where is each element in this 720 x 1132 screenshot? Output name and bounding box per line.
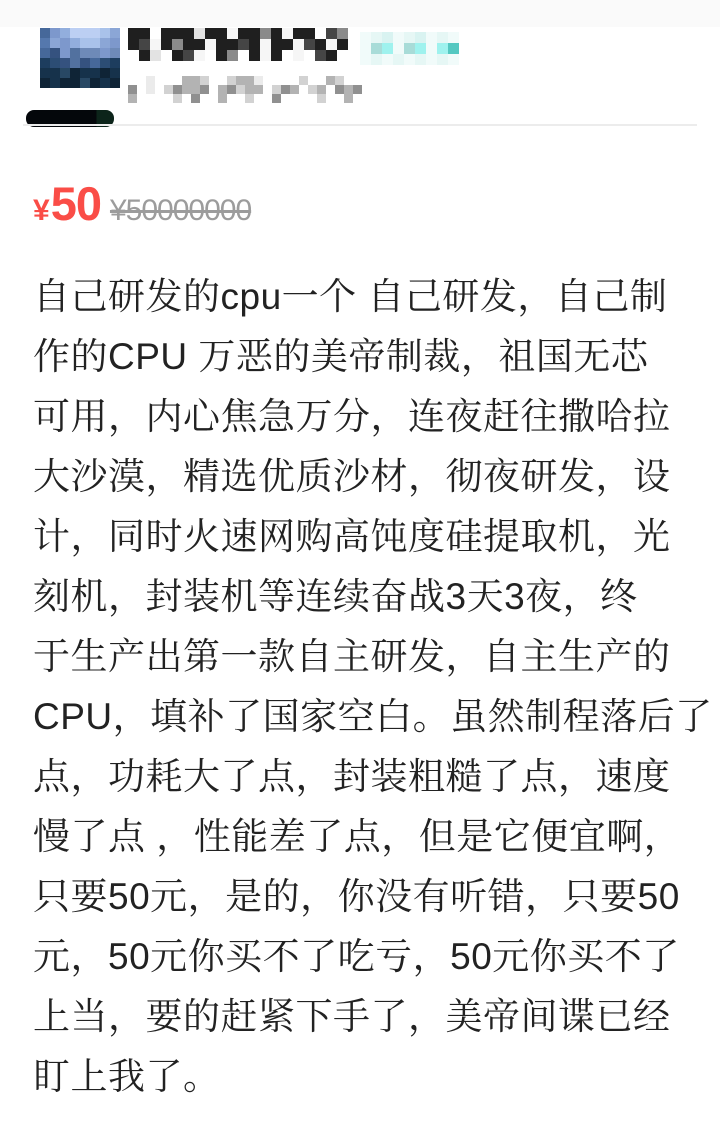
censor-pixel — [128, 39, 139, 50]
censor-pixel — [227, 85, 236, 94]
description-line: 自己研发的cpu一个 自己研发，自己制 — [33, 276, 668, 317]
censor-pixel — [353, 94, 362, 103]
censor-pixel — [182, 85, 191, 94]
censor-pixel — [337, 39, 348, 50]
censor-pixel — [110, 28, 120, 38]
censor-pixel — [282, 28, 293, 39]
censor-pixel — [205, 28, 216, 39]
censor-pixel — [110, 38, 120, 48]
censor-pixel — [155, 76, 164, 85]
censor-pixel — [100, 68, 110, 78]
censor-pixel — [382, 54, 393, 65]
censor-pixel — [326, 85, 335, 94]
censor-pixel — [404, 32, 415, 43]
censor-pixel — [315, 50, 326, 61]
censor-pixel — [344, 76, 353, 85]
censor-pixel — [227, 39, 238, 50]
censor-pixel — [337, 50, 348, 61]
censor-pixel — [183, 50, 194, 61]
status-bar-area — [0, 0, 720, 27]
censor-pixel — [218, 94, 227, 103]
censor-pixel — [254, 94, 263, 103]
censor-pixel — [272, 94, 281, 103]
censor-pixel — [293, 50, 304, 61]
censor-pixel — [164, 94, 173, 103]
censor-pixel — [216, 28, 227, 39]
seller-username-censored — [128, 28, 348, 61]
censor-pixel — [290, 76, 299, 85]
censor-pixel — [200, 85, 209, 94]
censor-pixel — [337, 28, 348, 39]
censor-pixel — [50, 28, 60, 38]
censor-pixel — [200, 94, 209, 103]
description-line: 只要50元，是的，你没有听错，只要50 — [33, 876, 680, 917]
censor-pixel — [90, 38, 100, 48]
censor-pixel — [137, 85, 146, 94]
censor-pixel — [353, 85, 362, 94]
censor-pixel — [60, 28, 70, 38]
description-line: 于生产出第一款自主研发，自主生产的 — [33, 636, 671, 677]
censor-pixel — [182, 76, 191, 85]
censor-pixel — [161, 50, 172, 61]
censor-pixel — [245, 76, 254, 85]
censor-pixel — [110, 68, 120, 78]
censor-pixel — [371, 43, 382, 54]
censor-pixel — [161, 39, 172, 50]
censor-pixel — [216, 39, 227, 50]
censor-pixel — [272, 85, 281, 94]
price-row — [33, 177, 252, 230]
censor-pixel — [70, 68, 80, 78]
censor-pixel — [335, 85, 344, 94]
censor-pixel — [70, 48, 80, 58]
censor-pixel — [415, 54, 426, 65]
censor-pixel — [281, 76, 290, 85]
censor-pixel — [236, 94, 245, 103]
censor-pixel — [128, 28, 139, 39]
censor-pixel — [150, 39, 161, 50]
seller-header[interactable] — [0, 24, 720, 106]
censor-pixel — [315, 39, 326, 50]
censor-pixel — [173, 76, 182, 85]
censor-pixel — [260, 28, 271, 39]
censor-pixel — [360, 54, 371, 65]
censor-pixel — [317, 94, 326, 103]
censor-pixel — [437, 32, 448, 43]
censor-pixel — [191, 94, 200, 103]
censor-pixel — [404, 54, 415, 65]
censor-pixel — [100, 78, 110, 88]
censor-pixel — [209, 85, 218, 94]
censor-pixel — [308, 94, 317, 103]
censor-pixel — [271, 39, 282, 50]
censor-pixel — [227, 76, 236, 85]
seller-avatar[interactable] — [40, 28, 120, 88]
description-line: 元，50元你买不了吃亏，50元你买不了 — [33, 936, 680, 977]
censor-pixel — [191, 76, 200, 85]
censor-pixel — [205, 39, 216, 50]
censor-pixel — [236, 76, 245, 85]
censor-pixel — [308, 85, 317, 94]
censor-pixel — [191, 85, 200, 94]
censor-pixel — [326, 39, 337, 50]
censor-pixel — [299, 85, 308, 94]
censor-pixel — [146, 85, 155, 94]
censor-pixel — [393, 32, 404, 43]
censor-pixel — [60, 78, 70, 88]
censor-pixel — [448, 54, 459, 65]
censor-pixel — [245, 85, 254, 94]
censor-pixel — [70, 58, 80, 68]
censor-pixel — [304, 50, 315, 61]
censor-pixel — [50, 38, 60, 48]
censor-pixel — [299, 94, 308, 103]
censor-pixel — [371, 32, 382, 43]
censor-pixel — [315, 28, 326, 39]
censor-pixel — [393, 54, 404, 65]
section-divider — [23, 124, 697, 126]
censor-pixel — [437, 43, 448, 54]
censor-pixel — [139, 50, 150, 61]
original-price-strikethrough: ¥50000000 — [109, 194, 252, 227]
censor-pixel — [344, 94, 353, 103]
censor-pixel — [238, 50, 249, 61]
censor-pixel — [205, 50, 216, 61]
censor-pixel — [90, 28, 100, 38]
censor-pixel — [128, 94, 137, 103]
seller-credit-badge-censored — [360, 32, 459, 65]
censor-pixel — [137, 76, 146, 85]
censor-pixel — [249, 28, 260, 39]
censor-pixel — [335, 94, 344, 103]
censor-pixel — [60, 58, 70, 68]
censor-pixel — [139, 39, 150, 50]
censor-pixel — [110, 48, 120, 58]
censor-pixel — [128, 76, 137, 85]
description-line: 刻机，封装机等连续奋战3天3夜，终 — [33, 576, 638, 617]
censor-pixel — [299, 76, 308, 85]
description-line: 可用，内心焦急万分，连夜赶往撒哈拉 — [33, 396, 671, 437]
censor-pixel — [128, 85, 137, 94]
censor-pixel — [227, 28, 238, 39]
censor-pixel — [426, 32, 437, 43]
censor-pixel — [360, 32, 371, 43]
censor-pixel — [293, 28, 304, 39]
censor-pixel — [100, 58, 110, 68]
censor-pixel — [90, 58, 100, 68]
censor-pixel — [100, 48, 110, 58]
censor-pixel — [263, 76, 272, 85]
censor-pixel — [245, 94, 254, 103]
censor-pixel — [290, 94, 299, 103]
censor-pixel — [218, 76, 227, 85]
censor-pixel — [249, 39, 260, 50]
censor-pixel — [150, 50, 161, 61]
item-description — [33, 267, 713, 1107]
censor-pixel — [40, 48, 50, 58]
description-line: 上当，要的赶紧下手了，美帝间谍已经 — [33, 996, 671, 1037]
censor-pixel — [50, 78, 60, 88]
censor-pixel — [155, 85, 164, 94]
censor-pixel — [164, 76, 173, 85]
censor-pixel — [60, 48, 70, 58]
description-line: CPU，填补了国家空白。虽然制程落后了 — [33, 696, 713, 737]
censor-pixel — [290, 85, 299, 94]
censor-pixel — [139, 28, 150, 39]
censor-pixel — [50, 68, 60, 78]
censor-pixel — [80, 38, 90, 48]
censor-pixel — [263, 85, 272, 94]
censor-pixel — [80, 58, 90, 68]
censor-pixel — [281, 94, 290, 103]
censor-pixel — [317, 85, 326, 94]
censor-pixel — [254, 76, 263, 85]
censor-pixel — [335, 76, 344, 85]
censor-pixel — [40, 68, 50, 78]
censor-pixel — [254, 85, 263, 94]
censor-pixel — [70, 78, 80, 88]
censor-pixel — [60, 68, 70, 78]
censor-pixel — [308, 76, 317, 85]
censor-pixel — [218, 85, 227, 94]
censor-pixel — [150, 28, 161, 39]
censor-pixel — [216, 50, 227, 61]
description-line: 作的CPU 万恶的美帝制裁，祖国无芯 — [33, 336, 649, 377]
censor-pixel — [227, 50, 238, 61]
censor-pixel — [194, 28, 205, 39]
censor-pixel — [80, 48, 90, 58]
censor-pixel — [161, 28, 172, 39]
censor-pixel — [50, 48, 60, 58]
description-line: 慢了点 ，性能差了点，但是它便宜啊， — [33, 816, 682, 857]
censor-pixel — [172, 50, 183, 61]
censor-pixel — [448, 32, 459, 43]
censor-pixel — [272, 76, 281, 85]
censor-pixel — [90, 48, 100, 58]
censor-pixel — [344, 85, 353, 94]
censor-pixel — [209, 76, 218, 85]
censor-pixel — [236, 85, 245, 94]
censor-pixel — [110, 58, 120, 68]
censor-pixel — [80, 28, 90, 38]
censor-pixel — [326, 94, 335, 103]
censor-pixel — [448, 43, 459, 54]
censor-pixel — [183, 39, 194, 50]
censor-pixel — [382, 43, 393, 54]
censor-pixel — [128, 50, 139, 61]
censor-pixel — [227, 94, 236, 103]
censor-pixel — [271, 28, 282, 39]
censor-pixel — [317, 76, 326, 85]
description-line: 大沙漠，精选优质沙材，彻夜研发，设 — [33, 456, 671, 497]
censor-pixel — [271, 50, 282, 61]
censor-pixel — [80, 68, 90, 78]
censor-pixel — [40, 78, 50, 88]
censor-pixel — [110, 78, 120, 88]
censor-pixel — [281, 85, 290, 94]
censor-pixel — [238, 39, 249, 50]
censor-pixel — [155, 94, 164, 103]
censor-pixel — [60, 38, 70, 48]
censor-pixel — [80, 78, 90, 88]
censor-pixel — [282, 50, 293, 61]
censor-pixel — [326, 50, 337, 61]
censor-pixel — [415, 43, 426, 54]
publish-info-censored — [128, 76, 362, 103]
censor-pixel — [293, 39, 304, 50]
current-price: 50 — [50, 177, 101, 230]
censor-pixel — [173, 85, 182, 94]
censor-pixel — [137, 94, 146, 103]
censor-pixel — [90, 68, 100, 78]
censor-pixel — [50, 58, 60, 68]
censor-pixel — [415, 32, 426, 43]
censor-pixel — [404, 43, 415, 54]
censor-pixel — [437, 54, 448, 65]
censor-pixel — [353, 76, 362, 85]
censor-pixel — [304, 28, 315, 39]
censor-pixel — [200, 76, 209, 85]
censor-pixel — [194, 39, 205, 50]
censor-pixel — [209, 94, 218, 103]
description-line: 点，功耗大了点，封装粗糙了点，速度 — [33, 756, 671, 797]
description-line: 盯上我了。 — [33, 1056, 221, 1097]
censor-pixel — [426, 54, 437, 65]
censor-pixel — [172, 28, 183, 39]
censor-pixel — [304, 39, 315, 50]
censor-pixel — [100, 28, 110, 38]
censor-pixel — [173, 94, 182, 103]
censor-pixel — [182, 94, 191, 103]
censor-pixel — [249, 50, 260, 61]
censor-pixel — [260, 39, 271, 50]
censor-pixel — [238, 28, 249, 39]
censor-pixel — [260, 50, 271, 61]
censor-pixel — [40, 28, 50, 38]
censor-pixel — [426, 43, 437, 54]
censor-pixel — [70, 38, 80, 48]
censor-pixel — [40, 38, 50, 48]
censor-pixel — [164, 85, 173, 94]
censor-pixel — [282, 39, 293, 50]
currency-symbol: ¥ — [33, 194, 50, 227]
censor-pixel — [326, 76, 335, 85]
censor-pixel — [146, 76, 155, 85]
censor-pixel — [183, 28, 194, 39]
censor-pixel — [194, 50, 205, 61]
censor-pixel — [326, 28, 337, 39]
censor-pixel — [40, 58, 50, 68]
censor-pixel — [393, 43, 404, 54]
censor-pixel — [263, 94, 272, 103]
censor-pixel — [172, 39, 183, 50]
censor-pixel — [90, 78, 100, 88]
censor-pixel — [360, 43, 371, 54]
censor-pixel — [70, 28, 80, 38]
censor-pixel — [146, 94, 155, 103]
description-line: 计，同时火速网购高饨度硅提取机，光 — [33, 516, 671, 557]
censor-pixel — [371, 54, 382, 65]
censor-pixel — [100, 38, 110, 48]
censor-pixel — [382, 32, 393, 43]
